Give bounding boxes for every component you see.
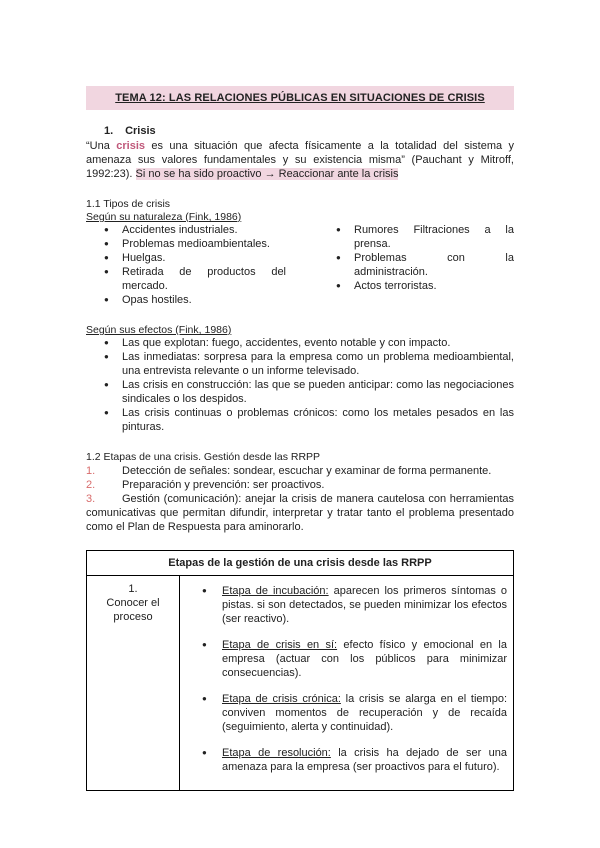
etapas-heading: 1.2 Etapas de una crisis. Gestión desde las RRPP: [86, 451, 321, 463]
table-left-cell: [87, 576, 180, 791]
stage-text: aparecen los primeros síntomas o pistas. si son detectados, se pueden minimizar los efectos (ser reactivo).: [222, 585, 507, 625]
section-1-title: Crisis: [125, 125, 156, 137]
step-text: Detección de señales: sondear, escuchar y examinar de forma permanente.: [122, 465, 492, 477]
quote-pre: “Una: [86, 140, 117, 152]
list-item: [180, 692, 507, 734]
list-item: ● Retirada de productos del mercado.: [100, 265, 286, 293]
list-item: [180, 584, 507, 626]
table-row: [87, 576, 514, 791]
crisis-definition-quote: [86, 139, 514, 181]
left-number: 1.: [128, 583, 138, 595]
section-1-heading: [104, 124, 156, 138]
list-item: ● Problemas con la administración.: [332, 251, 514, 279]
step-number: 3.: [86, 493, 96, 505]
naturaleza-list-right: [332, 223, 514, 293]
quote-post: es una situación que afecta físicamente a la totalidad del sistema y amenaza sus valores fundamentales y su existencia misma” (Pauchant y Mitroff, 1992:23).: [86, 140, 515, 180]
stage-text: la crisis ha dejado de ser una amenaza para la empresa (ser proactivos para el futuro).: [222, 747, 507, 773]
list-item: ● Problemas medioambientales.: [100, 237, 286, 251]
stage-text: la crisis se alarga en el tiempo: conviven momentos de recuperación y de recaída (seguimiento, alerta y continuidad).: [222, 693, 508, 733]
step-3: [86, 492, 514, 534]
crisis-stages-table: [86, 550, 514, 791]
tipos-heading: 1.1 Tipos de crisis: [86, 198, 171, 210]
step-number: 2.: [86, 479, 96, 491]
step-2: [86, 478, 514, 492]
list-item: ● Huelgas.: [100, 251, 286, 265]
stage-label: Etapa de resolución:: [222, 747, 331, 759]
naturaleza-heading: Según su naturaleza (Fink, 1986): [86, 211, 242, 223]
stage-label: Etapa de crisis en sí:: [222, 639, 338, 651]
quote-keyword: crisis: [116, 140, 145, 152]
stage-text: efecto físico y emocional en la empresa (actuar con los públicos para minimizar consecuencias).: [222, 639, 507, 679]
list-item: [180, 746, 507, 774]
naturaleza-list-left: [100, 223, 286, 307]
step-text: Gestión (comunicación): anejar la crisis de manera cautelosa con herramientas comunicativas que permitan difundir, interpretar y tratar tanto el problema presentado como el Plan de Respuesta para aminorarlo.: [86, 493, 514, 533]
list-item: ● Actos terroristas.: [332, 279, 514, 293]
page-title: TEMA 12: LAS RELACIONES PÚBLICAS EN SITUACIONES DE CRISIS: [115, 92, 485, 104]
list-item: ● Las crisis continuas o problemas crónicos: como los metales pesados en las pinturas.: [100, 406, 514, 434]
stage-label: Etapa de crisis crónica:: [222, 693, 341, 705]
list-item: ● Rumores Filtraciones a la prensa.: [332, 223, 514, 251]
table-right-cell: [180, 576, 514, 791]
list-item: [180, 638, 507, 680]
step-1: [86, 464, 514, 478]
list-item: ● Opas hostiles.: [100, 293, 286, 307]
step-text: Preparación y prevención: ser proactivos.: [122, 479, 325, 491]
table-header: Etapas de la gestión de una crisis desde las RRPP: [87, 551, 514, 576]
list-item: ● Las inmediatas: sorpresa para la empresa como un problema medioambiental, una entrevista relevante o un informe televisado.: [100, 350, 514, 378]
list-item: ● Las crisis en construcción: las que se pueden anticipar: como las negociaciones sindicales o los despidos.: [100, 378, 514, 406]
efectos-heading: Según sus efectos (Fink, 1986): [86, 324, 232, 336]
section-1-number: 1.: [104, 125, 114, 137]
left-text: Conocer el proceso: [106, 597, 160, 623]
stage-list: [180, 584, 507, 774]
etapas-steps: [86, 464, 514, 534]
efectos-list: [100, 336, 514, 434]
quote-highlight: Si no se ha sido proactivo → Reaccionar ante la crisis: [135, 168, 399, 180]
list-item: ● Accidentes industriales.: [100, 223, 286, 237]
stage-label: Etapa de incubación:: [222, 585, 329, 597]
step-number: 1.: [86, 465, 96, 477]
list-item: ● Las que explotan: fuego, accidentes, evento notable y con impacto.: [100, 336, 514, 350]
